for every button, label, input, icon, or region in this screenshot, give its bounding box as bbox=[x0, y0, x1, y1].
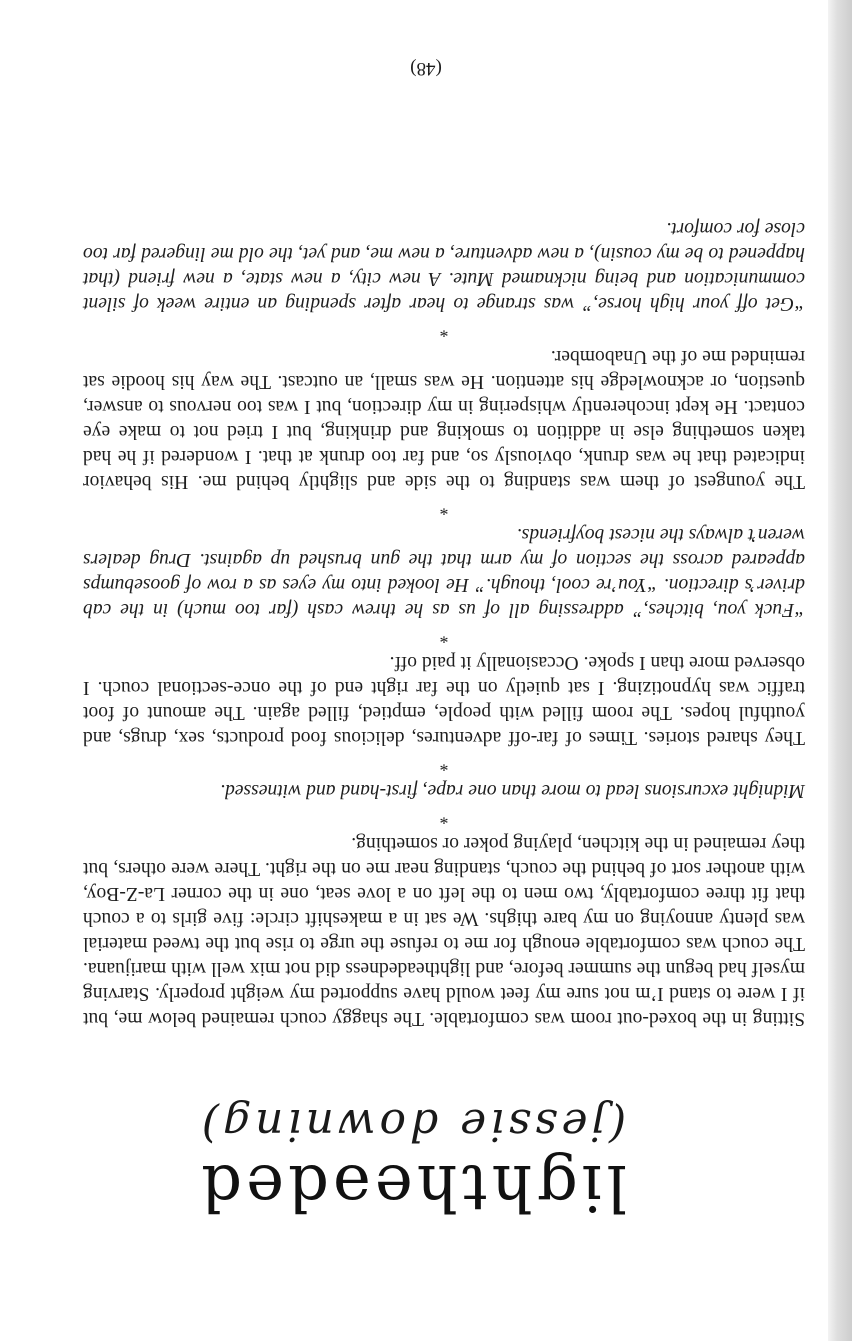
story-title: lightheəded bbox=[197, 1150, 627, 1224]
italic-paragraph: “Fuck you, bitches,” addressing all of us as he threw cash (far too much) in the cab driver’s direction. “You’re cool, though.” He looked into my eyes as a row of goosebumps appeared across the section of my arm that the gun brushed up against. Drug dealers weren’t always the nicest boyfriends. bbox=[83, 524, 805, 620]
story-body bbox=[83, 216, 805, 1031]
section-separator: * bbox=[439, 808, 449, 828]
section-separator: * bbox=[439, 321, 449, 341]
paragraph: They shared stories. Times of far-off adventures, delicious food products, sex, drugs, and youthful hopes. The room filled with people, emptied, filled again. The amount of foot traffic was hypnotizing. I sat quietly on the far right end of the once-sectional couch. I observed more than I spoke. Occasionally it paid off. bbox=[83, 652, 805, 748]
scanner-edge bbox=[828, 0, 852, 1341]
section-separator: * bbox=[439, 755, 449, 775]
page-number: (48) bbox=[410, 58, 442, 79]
section-separator: * bbox=[439, 627, 449, 647]
author-byline: (jessie downing) bbox=[197, 1099, 627, 1150]
paragraph: The youngest of them was standing to the side and slightly behind me. His behavior indicated that he was drunk, obviously so, and far too drunk at that. I wondered if he had taken something else in addition to smoking and drinking, but I tried not to make eye contact. He kept incoherently whispering in my direction, but I was too nervous to answer, question, or acknowledge his attention. He was small, an outcast. The way his hoodie sat reminded me of the Unabomber. bbox=[83, 346, 805, 492]
section-separator: * bbox=[439, 499, 449, 519]
paragraph: Sitting in the boxed-out room was comfortable. The shaggy couch remained below me, but if I were to stand I’m not sure my feet would have supported my weight properly. Starving myself had begun the summer before, and lightheadedness did not mix well with marijuana. The couch was comfortable enough for me to refuse the urge to rise but the tweed material was plenty annoying on my bare thighs. We sat in a makeshift circle: five girls to a couch that fit three comfortably, two men to the left on a love seat, one in the corner La-Z-Boy, with another sort of behind the couch, standing near me on the right. There were others, but they remained in the kitchen, playing poker or something. bbox=[83, 833, 805, 1029]
italic-paragraph: “Get off your high horse,” was strange to hear after spending an entire week of silent communication and being nicknamed Mute. A new city, a new state, a new friend (that happened to be my cousin), a new adventure, a new me, and yet, the old me lingered far too close for comfort. bbox=[83, 218, 805, 314]
title-block bbox=[72, 1097, 752, 1223]
italic-paragraph: Midnight excursions lead to more than one rape, first-hand and witnessed. bbox=[220, 780, 805, 801]
